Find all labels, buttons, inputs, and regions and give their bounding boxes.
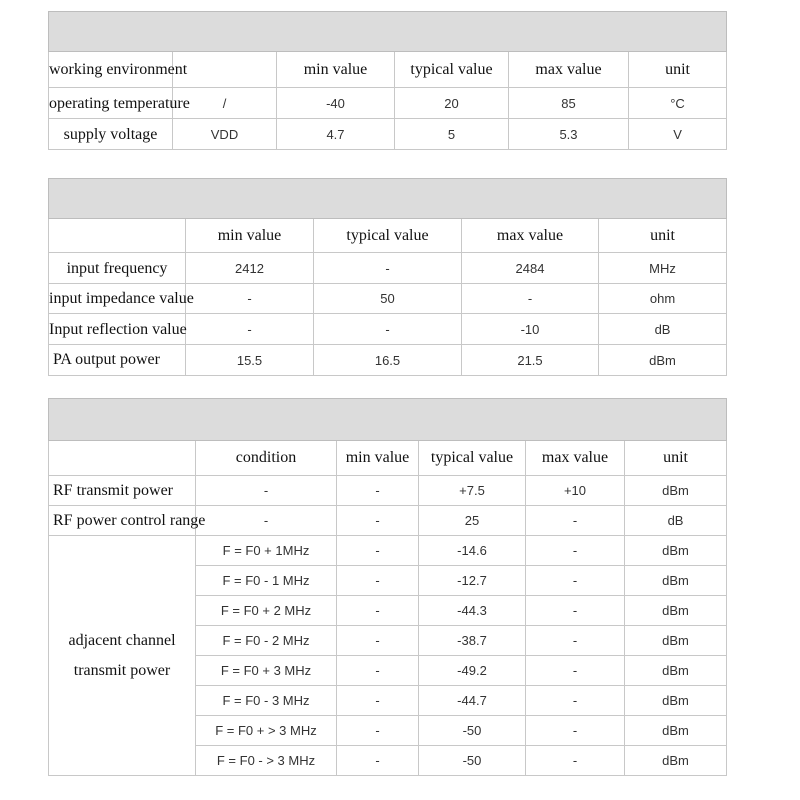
column-header: min value (277, 52, 395, 88)
column-header: max value (509, 52, 629, 88)
row-label: RF transmit power (49, 476, 196, 506)
table-cell: F = F0 + 2 MHz (196, 596, 337, 626)
table-cell: - (337, 746, 419, 776)
table-cell: dBm (625, 686, 727, 716)
table-cell: F = F0 - 1 MHz (196, 566, 337, 596)
table-cell: 2412 (186, 253, 314, 284)
table-cell: -12.7 (419, 566, 526, 596)
table-row (49, 284, 727, 314)
table-cell: - (314, 253, 462, 284)
column-header: min value (186, 219, 314, 253)
table-cell: dBm (599, 345, 727, 376)
adjacent-channel-label (49, 536, 196, 776)
table-cell: -44.3 (419, 596, 526, 626)
table-cell: +10 (526, 476, 625, 506)
table-cell: VDD (173, 119, 277, 150)
table-cell: - (526, 716, 625, 746)
table-row (49, 345, 727, 376)
column-header: min value (337, 441, 419, 476)
table-cell: -50 (419, 716, 526, 746)
rf-input-table (48, 178, 727, 376)
table-title-band (49, 179, 727, 219)
table-cell: 16.5 (314, 345, 462, 376)
table-cell: 2484 (462, 253, 599, 284)
row-label: input frequency (49, 253, 186, 284)
table-title-band (49, 399, 727, 441)
table-cell: dBm (625, 656, 727, 686)
table-title-band (49, 12, 727, 52)
column-header (49, 441, 196, 476)
table-cell: F = F0 - > 3 MHz (196, 746, 337, 776)
table-cell: - (337, 536, 419, 566)
table-row (49, 314, 727, 345)
table-cell: dBm (625, 716, 727, 746)
table-cell: dB (625, 506, 727, 536)
table-cell: - (526, 746, 625, 776)
row-label: input impedance value (49, 284, 186, 314)
column-header: working environment (49, 52, 173, 88)
table-cell: - (337, 596, 419, 626)
row-label: PA output power (49, 345, 186, 376)
table-cell: - (337, 656, 419, 686)
column-header (173, 52, 277, 88)
table-cell: +7.5 (419, 476, 526, 506)
table-cell: - (196, 506, 337, 536)
column-header: unit (599, 219, 727, 253)
column-header: unit (625, 441, 727, 476)
table-cell: V (629, 119, 727, 150)
table-row (49, 88, 727, 119)
table-cell: dBm (625, 566, 727, 596)
table-cell: dBm (625, 596, 727, 626)
table-cell: -14.6 (419, 536, 526, 566)
table-cell: -50 (419, 746, 526, 776)
table-cell: F = F0 - 2 MHz (196, 626, 337, 656)
column-header: typical value (314, 219, 462, 253)
table-cell: - (314, 314, 462, 345)
table-cell: dBm (625, 536, 727, 566)
table-cell: F = F0 - 3 MHz (196, 686, 337, 716)
column-header: typical value (419, 441, 526, 476)
table-cell: -38.7 (419, 626, 526, 656)
table-cell: - (526, 656, 625, 686)
table-header-row (49, 441, 727, 476)
table-cell: 4.7 (277, 119, 395, 150)
adjacent-label-line-2: transmit power (73, 661, 171, 679)
table-cell: - (337, 506, 419, 536)
table-cell: - (186, 284, 314, 314)
working-environment-table (48, 11, 727, 150)
table-row (49, 119, 727, 150)
table-row (49, 536, 727, 566)
table-cell: 21.5 (462, 345, 599, 376)
table-cell: MHz (599, 253, 727, 284)
table-row (49, 253, 727, 284)
table-cell: 85 (509, 88, 629, 119)
table-cell: -10 (462, 314, 599, 345)
column-header: unit (629, 52, 727, 88)
table-cell: ohm (599, 284, 727, 314)
table-cell: / (173, 88, 277, 119)
row-label: operating temperature (49, 88, 173, 119)
table-cell: - (196, 476, 337, 506)
column-header: max value (526, 441, 625, 476)
table-cell: 50 (314, 284, 462, 314)
table-cell: dBm (625, 746, 727, 776)
table-cell: - (337, 566, 419, 596)
table-cell: F = F0 + > 3 MHz (196, 716, 337, 746)
table-header-row (49, 219, 727, 253)
table-cell: - (337, 716, 419, 746)
table-cell: - (337, 686, 419, 716)
table-cell: - (526, 506, 625, 536)
table-cell: - (526, 686, 625, 716)
table-cell: - (462, 284, 599, 314)
table-cell: dBm (625, 476, 727, 506)
column-header: max value (462, 219, 599, 253)
table-header-row (49, 52, 727, 88)
table-cell: -49.2 (419, 656, 526, 686)
table-cell: - (337, 626, 419, 656)
table-cell: - (526, 566, 625, 596)
row-label: RF power control range (49, 506, 196, 536)
table-cell: F = F0 + 1MHz (196, 536, 337, 566)
table-cell: 15.5 (186, 345, 314, 376)
table-cell: 20 (395, 88, 509, 119)
table-cell: - (526, 536, 625, 566)
table-cell: -44.7 (419, 686, 526, 716)
table-cell: 25 (419, 506, 526, 536)
adjacent-label-line-1: adjacent channel (68, 631, 176, 649)
table-cell: °C (629, 88, 727, 119)
table-cell: - (526, 596, 625, 626)
table-cell: 5 (395, 119, 509, 150)
table-cell: dBm (625, 626, 727, 656)
table-cell: - (337, 476, 419, 506)
transmit-table (48, 398, 727, 776)
row-label: Input reflection value (49, 314, 186, 345)
table-cell: -40 (277, 88, 395, 119)
table-cell: - (186, 314, 314, 345)
table-cell: F = F0 + 3 MHz (196, 656, 337, 686)
column-header: condition (196, 441, 337, 476)
column-header: typical value (395, 52, 509, 88)
table-row (49, 476, 727, 506)
table-cell: 5.3 (509, 119, 629, 150)
table-row (49, 506, 727, 536)
column-header (49, 219, 186, 253)
table-cell: - (526, 626, 625, 656)
table-cell: dB (599, 314, 727, 345)
row-label: supply voltage (49, 119, 173, 150)
